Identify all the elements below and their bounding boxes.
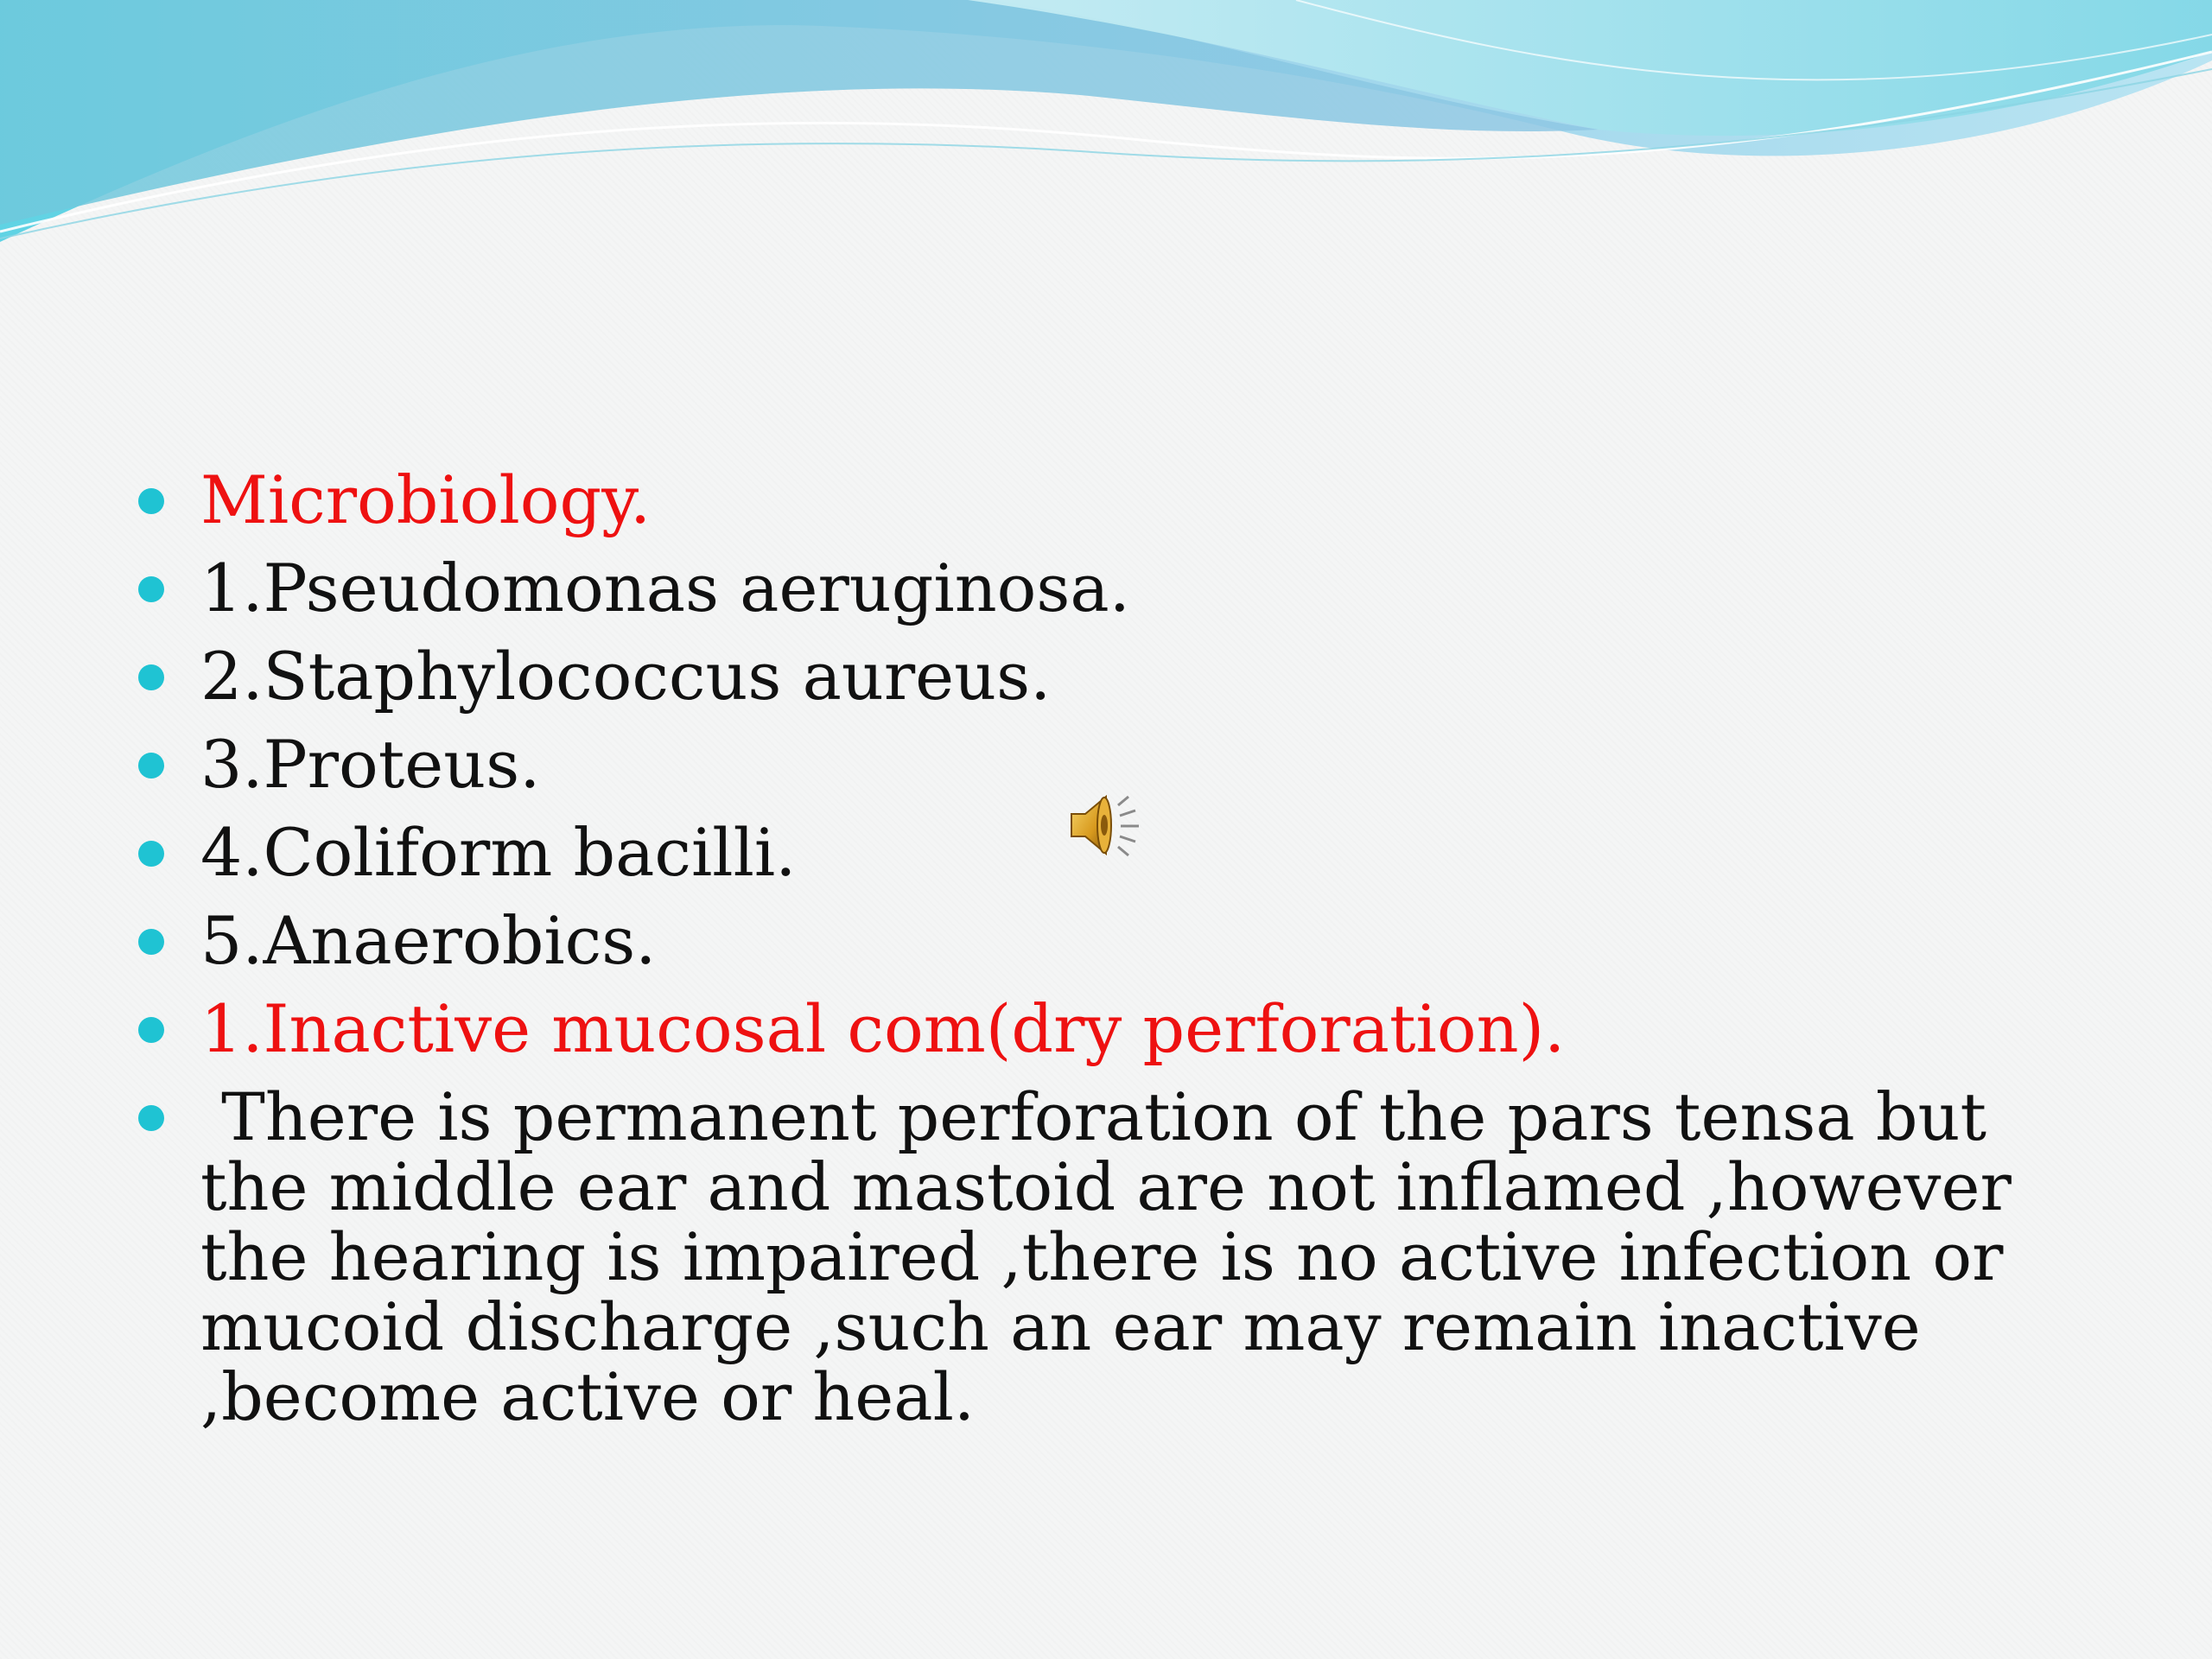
- bullet-text: 1.Pseudomonas aeruginosa.: [200, 550, 1130, 626]
- bullet-dot: [138, 1105, 164, 1131]
- list-item: [138, 461, 2091, 538]
- list-item: [138, 1078, 2091, 1435]
- bullet-dot: [138, 841, 164, 867]
- list-item: [138, 638, 2091, 715]
- bullet-text: 3.Proteus.: [200, 726, 541, 803]
- bullet-text: 1.Inactive mucosal com(dry perforation).: [200, 990, 1566, 1067]
- bullet-dot: [138, 1017, 164, 1043]
- bullet-text: Microbiology.: [200, 461, 652, 538]
- bullet-text: 2.Staphylococcus aureus.: [200, 638, 1052, 715]
- list-item: [138, 902, 2091, 979]
- bullet-dot: [138, 664, 164, 690]
- speaker-icon[interactable]: [1066, 786, 1144, 864]
- bullet-text: 4.Coliform bacilli.: [200, 814, 797, 891]
- bullet-dot: [138, 753, 164, 779]
- wave-header-decoration: [0, 0, 2212, 259]
- bullet-dot: [138, 576, 164, 602]
- bullet-text: There is permanent perforation of the pars tensa but the middle ear and mastoid are not inflamed ,however the hearing is impaired ,there is no active infection or mucoid discharge ,such an ear may remain inactive ,become active or heal.: [200, 1078, 2032, 1435]
- bullet-list: [138, 461, 2091, 1450]
- bullet-dot: [138, 488, 164, 514]
- list-item: [138, 550, 2091, 626]
- bullet-text: 5.Anaerobics.: [200, 902, 657, 979]
- bullet-dot: [138, 929, 164, 955]
- list-item: [138, 990, 2091, 1067]
